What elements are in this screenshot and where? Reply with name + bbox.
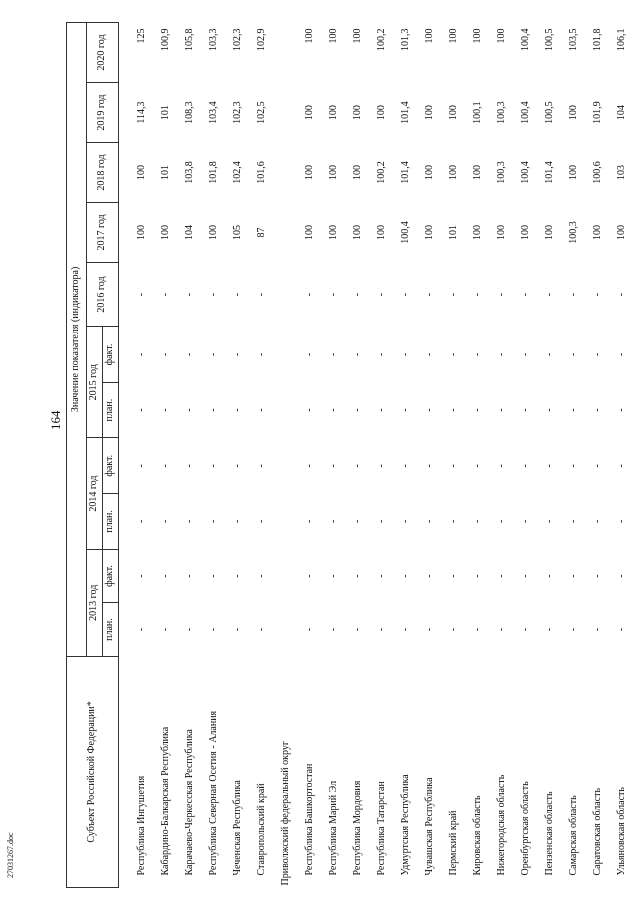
value-cell: 100: [424, 28, 436, 44]
value-cell: -: [592, 464, 604, 468]
region-name: Пермский край: [448, 810, 460, 876]
value-cell: 100: [136, 224, 148, 240]
value-cell: -: [208, 627, 220, 632]
value-cell: -: [400, 464, 412, 468]
value-cell: -: [208, 408, 220, 412]
value-cell: -: [544, 292, 556, 297]
region-name: Чеченская Республика: [232, 780, 244, 876]
table-row: [227, 23, 251, 888]
table-row: [491, 23, 515, 888]
value-cell: -: [256, 352, 268, 357]
region-name: Республика Мордовия: [352, 780, 364, 876]
value-cell: 101,9: [592, 101, 604, 124]
region-name: Пензенская область: [544, 791, 556, 876]
value-cell: 100: [160, 224, 172, 240]
value-cell: 100,2: [376, 28, 388, 51]
value-cell: -: [352, 408, 364, 412]
value-cell: -: [376, 292, 388, 297]
table-body: [119, 23, 635, 888]
value-cell: -: [568, 464, 580, 468]
value-cell: -: [616, 464, 628, 468]
value-cell: [275, 438, 299, 494]
value-cell: -: [448, 464, 460, 468]
value-cell: -: [208, 574, 220, 578]
value-cell: -: [472, 574, 484, 578]
value-cell: 103,3: [208, 28, 220, 51]
value-cell: -: [208, 292, 220, 297]
value-cell: -: [616, 574, 628, 578]
value-cell: -: [208, 464, 220, 468]
value-cell: [275, 262, 299, 326]
value-cell: -: [328, 574, 340, 578]
value-cell: -: [544, 352, 556, 357]
value-cell: 100: [592, 224, 604, 240]
value-cell: -: [232, 352, 244, 357]
value-cell: 100: [376, 224, 388, 240]
table-row: [251, 23, 275, 888]
value-cell: -: [568, 519, 580, 524]
page-number: 164: [48, 410, 63, 430]
value-cell: -: [136, 627, 148, 632]
value-cell: -: [448, 627, 460, 632]
value-cell: -: [184, 464, 196, 468]
value-cell: -: [592, 574, 604, 578]
value-cell: 100: [520, 224, 532, 240]
value-cell: -: [616, 627, 628, 632]
value-cell: -: [544, 627, 556, 632]
plan-2013-header: план.: [103, 603, 119, 657]
value-cell: 101,8: [592, 28, 604, 51]
value-cell: 100: [496, 224, 508, 240]
year-2016-header: 2016 год: [87, 262, 119, 326]
value-cell: 104: [184, 224, 196, 240]
value-cell: -: [184, 408, 196, 412]
value-cell: -: [544, 519, 556, 524]
value-cell: -: [496, 292, 508, 297]
value-cell: 100,4: [520, 28, 532, 51]
value-cell: -: [160, 574, 172, 578]
year-2019-header: 2019 год: [87, 83, 119, 143]
value-cell: -: [568, 352, 580, 357]
value-cell: 106,1: [616, 28, 628, 51]
value-cell: 100,3: [496, 161, 508, 184]
value-cell: -: [448, 408, 460, 412]
value-cell: -: [232, 292, 244, 297]
value-cell: -: [616, 408, 628, 412]
value-cell: -: [208, 352, 220, 357]
value-cell: -: [496, 574, 508, 578]
value-cell: 100: [304, 224, 316, 240]
value-cell: 100: [352, 165, 364, 180]
value-cell: [275, 603, 299, 657]
value-cell: 100,2: [376, 161, 388, 184]
value-cell: 103: [616, 165, 628, 180]
value-cell: 101: [160, 105, 172, 121]
value-cell: -: [400, 519, 412, 524]
region-name: Удмуртская Республика: [400, 774, 412, 876]
value-cell: 100,4: [400, 221, 412, 244]
table-row: [515, 23, 539, 888]
value-cell: 103,8: [184, 161, 196, 184]
value-cell: -: [184, 292, 196, 297]
value-cell: -: [424, 519, 436, 524]
value-cell: -: [160, 627, 172, 632]
value-cell: -: [568, 408, 580, 412]
value-cell: -: [424, 292, 436, 297]
value-cell: [275, 202, 299, 262]
value-cell: -: [136, 464, 148, 468]
value-cell: -: [544, 408, 556, 412]
value-cell: 103,5: [568, 28, 580, 51]
value-cell: -: [328, 464, 340, 468]
value-cell: -: [592, 627, 604, 632]
value-cell: 100,5: [544, 28, 556, 51]
value-cell: -: [496, 464, 508, 468]
table-row: [419, 23, 443, 888]
table-row: [203, 23, 227, 888]
value-cell: -: [568, 292, 580, 297]
plan-2014-header: план.: [103, 494, 119, 550]
value-cell: -: [328, 519, 340, 524]
value-cell: -: [184, 627, 196, 632]
value-cell: -: [232, 408, 244, 412]
value-cell: -: [136, 292, 148, 297]
value-cell: -: [616, 292, 628, 297]
value-cell: 100,1: [472, 101, 484, 124]
value-cell: -: [136, 574, 148, 578]
value-cell: 100: [472, 28, 484, 44]
region-name: Саратовская область: [592, 787, 604, 876]
value-cell: 100: [352, 28, 364, 44]
value-cell: -: [472, 627, 484, 632]
value-cell: 100: [136, 165, 148, 180]
value-cell: -: [256, 464, 268, 468]
value-cell: -: [448, 574, 460, 578]
value-cell: -: [352, 352, 364, 357]
value-cell: -: [496, 519, 508, 524]
value-cell: -: [352, 627, 364, 632]
value-cell: -: [592, 408, 604, 412]
value-cell: -: [472, 352, 484, 357]
value-cell: -: [328, 292, 340, 297]
value-cell: 100: [328, 105, 340, 121]
region-name: Кабардино-Балкарская Республика: [160, 726, 172, 876]
value-cell: -: [352, 292, 364, 297]
year-2014-header: 2014 год: [87, 438, 103, 549]
value-cell: -: [256, 408, 268, 412]
value-cell: -: [352, 519, 364, 524]
value-cell: -: [424, 574, 436, 578]
value-cell: 100,4: [520, 101, 532, 124]
value-cell: -: [232, 519, 244, 524]
value-cell: 101: [448, 224, 460, 240]
value-cell: 100,6: [592, 161, 604, 184]
value-cell: -: [592, 519, 604, 524]
value-cell: -: [496, 627, 508, 632]
value-cell: -: [544, 574, 556, 578]
value-cell: 100: [304, 165, 316, 180]
value-cell: 101,4: [544, 161, 556, 184]
table-row: [323, 23, 347, 888]
value-cell: 100: [376, 105, 388, 121]
value-cell: -: [376, 519, 388, 524]
value-cell: 101,4: [400, 161, 412, 184]
region-name: Республика Северная Осетия - Алания: [208, 710, 220, 876]
plan-2015-header: план.: [103, 382, 119, 438]
value-cell: -: [160, 352, 172, 357]
value-cell: -: [352, 574, 364, 578]
value-cell: 100: [544, 224, 556, 240]
rotated-table-container: [66, 22, 626, 888]
value-cell: 100: [448, 28, 460, 44]
value-cell: -: [184, 574, 196, 578]
value-cell: 100: [472, 165, 484, 180]
fact-2014-header: факт.: [103, 438, 119, 494]
value-cell: -: [232, 627, 244, 632]
table-row: [275, 23, 299, 888]
value-cell: 108,3: [184, 101, 196, 124]
region-name: Нижегородская область: [496, 774, 508, 876]
year-2015-header: 2015 год: [87, 327, 103, 438]
value-cell: 100: [352, 224, 364, 240]
table-row: [587, 23, 611, 888]
value-cell: -: [520, 464, 532, 468]
value-cell: -: [400, 352, 412, 357]
value-cell: 100: [472, 224, 484, 240]
value-cell: 100: [448, 165, 460, 180]
value-cell: -: [256, 627, 268, 632]
region-name: Ставропольский край: [256, 783, 268, 876]
value-cell: -: [592, 292, 604, 297]
region-name: Республика Татарстан: [376, 781, 388, 876]
value-cell: 102,3: [232, 101, 244, 124]
region-name: Чувашская Республика: [424, 777, 436, 876]
table-row: [155, 23, 179, 888]
value-cell: [275, 327, 299, 383]
value-cell: 100: [328, 28, 340, 44]
value-cell: -: [304, 408, 316, 412]
value-cell: -: [304, 519, 316, 524]
value-cell: -: [424, 352, 436, 357]
value-cell: -: [424, 627, 436, 632]
indicator-table: [66, 22, 635, 888]
value-cell: 105: [232, 224, 244, 240]
value-cell: -: [520, 627, 532, 632]
value-cell: -: [520, 292, 532, 297]
value-cell: -: [184, 519, 196, 524]
value-cell: -: [352, 464, 364, 468]
year-2020-header: 2020 год: [87, 23, 119, 83]
table-row: [443, 23, 467, 888]
table-row: [131, 23, 155, 888]
value-cell: -: [136, 519, 148, 524]
region-name: Республика Марий Эл: [328, 780, 340, 876]
year-2017-header: 2017 год: [87, 202, 119, 262]
region-name: Оренбургская область: [520, 781, 532, 876]
value-cell: [275, 143, 299, 203]
value-cell: 100: [304, 105, 316, 121]
table-row: [371, 23, 395, 888]
value-cell: -: [544, 464, 556, 468]
value-cell: -: [184, 352, 196, 357]
value-cell: -: [448, 352, 460, 357]
value-cell: -: [496, 352, 508, 357]
value-cell: -: [328, 627, 340, 632]
value-cell: -: [304, 352, 316, 357]
region-name: Республика Башкортостан: [304, 763, 316, 876]
table-row: [347, 23, 371, 888]
value-cell: 101,6: [256, 161, 268, 184]
value-cell: 105,8: [184, 28, 196, 51]
value-cell: -: [304, 464, 316, 468]
value-cell: 100: [424, 105, 436, 121]
value-cell: -: [448, 519, 460, 524]
value-cell: 100: [424, 224, 436, 240]
value-cell: -: [520, 519, 532, 524]
value-cell: -: [160, 292, 172, 297]
document-id: 27031267.doc: [6, 832, 15, 878]
table-row: [179, 23, 203, 888]
value-cell: 100: [424, 165, 436, 180]
value-cell: [275, 549, 299, 603]
value-cell: -: [568, 627, 580, 632]
value-cell: 100: [304, 28, 316, 44]
value-cell: -: [448, 292, 460, 297]
value-cell: -: [496, 408, 508, 412]
fact-2013-header: факт.: [103, 549, 119, 603]
value-cell: 104: [616, 105, 628, 121]
value-cell: -: [304, 292, 316, 297]
value-cell: -: [400, 408, 412, 412]
value-cell: -: [232, 464, 244, 468]
value-cell: 101: [160, 165, 172, 180]
value-cell: 101,3: [400, 28, 412, 51]
value-cell: -: [472, 292, 484, 297]
value-cell: 100: [568, 165, 580, 180]
value-cell: 102,5: [256, 101, 268, 124]
value-cell: -: [520, 408, 532, 412]
value-cell: -: [592, 352, 604, 357]
value-cell: -: [232, 574, 244, 578]
value-cell: 125: [136, 28, 148, 44]
value-cell: 100: [448, 105, 460, 121]
region-name: Карачаево-Черкесская Республика: [184, 729, 196, 876]
region-name: Ульяновская область: [616, 787, 628, 876]
table-row: [563, 23, 587, 888]
value-cell: -: [160, 464, 172, 468]
value-cell: -: [376, 464, 388, 468]
federal-district-name: Приволжский федеральный округ: [280, 741, 292, 886]
region-name: Самарская область: [568, 795, 580, 876]
value-cell: -: [520, 574, 532, 578]
value-cell: 100: [568, 105, 580, 121]
table-row: [611, 23, 635, 888]
value-cell: -: [256, 574, 268, 578]
value-cell: [275, 494, 299, 550]
fact-2015-header: факт.: [103, 327, 119, 383]
table-row: [539, 23, 563, 888]
value-cell: 114,3: [136, 101, 148, 124]
year-2018-header: 2018 год: [87, 143, 119, 203]
value-cell: -: [376, 408, 388, 412]
region-name: Кировская область: [472, 795, 484, 876]
value-cell: 100,9: [160, 28, 172, 51]
value-cell: 100,4: [520, 161, 532, 184]
value-cell: -: [328, 352, 340, 357]
value-cell: -: [568, 574, 580, 578]
value-cell: -: [304, 574, 316, 578]
value-cell: 102,3: [232, 28, 244, 51]
value-cell: 100: [496, 28, 508, 44]
year-2013-header: 2013 год: [87, 549, 103, 656]
value-cell: -: [208, 519, 220, 524]
value-cell: 100,3: [568, 221, 580, 244]
value-cell: -: [424, 408, 436, 412]
value-cell: -: [136, 408, 148, 412]
value-cell: -: [304, 627, 316, 632]
value-cell: 100: [352, 105, 364, 121]
value-cell: -: [400, 574, 412, 578]
value-cell: -: [376, 574, 388, 578]
value-cell: -: [616, 519, 628, 524]
value-cell: 100: [616, 224, 628, 240]
value-cell: -: [400, 627, 412, 632]
value-cell: 101,4: [400, 101, 412, 124]
value-cell: 102,4: [232, 161, 244, 184]
region-name: Республика Ингушетия: [136, 775, 148, 876]
value-cell: -: [328, 408, 340, 412]
value-cell: 101,8: [208, 161, 220, 184]
value-cell: -: [472, 408, 484, 412]
value-cell: -: [136, 352, 148, 357]
value-cell: -: [376, 352, 388, 357]
value-cell: 100,5: [544, 101, 556, 124]
value-cell: 103,4: [208, 101, 220, 124]
table-row: [395, 23, 419, 888]
value-cell: 100,3: [496, 101, 508, 124]
value-cell: [275, 23, 299, 83]
value-cell: 102,9: [256, 28, 268, 51]
table-row: [299, 23, 323, 888]
value-cell: 100: [208, 224, 220, 240]
value-cell: 100: [328, 224, 340, 240]
value-cell: -: [256, 519, 268, 524]
indicator-value-header: Значение показателя (индикатора): [67, 23, 87, 657]
value-cell: -: [256, 292, 268, 297]
value-cell: -: [376, 627, 388, 632]
page-content: [66, 22, 626, 888]
value-cell: 100: [328, 165, 340, 180]
value-cell: [275, 382, 299, 438]
value-cell: -: [424, 464, 436, 468]
value-cell: -: [160, 408, 172, 412]
value-cell: -: [400, 292, 412, 297]
value-cell: -: [520, 352, 532, 357]
subject-column-header: Субъект Российской Федерации*: [67, 656, 119, 887]
value-cell: -: [160, 519, 172, 524]
value-cell: [275, 83, 299, 143]
value-cell: -: [616, 352, 628, 357]
value-cell: 87: [256, 227, 268, 238]
value-cell: -: [472, 519, 484, 524]
table-row: [467, 23, 491, 888]
value-cell: -: [472, 464, 484, 468]
